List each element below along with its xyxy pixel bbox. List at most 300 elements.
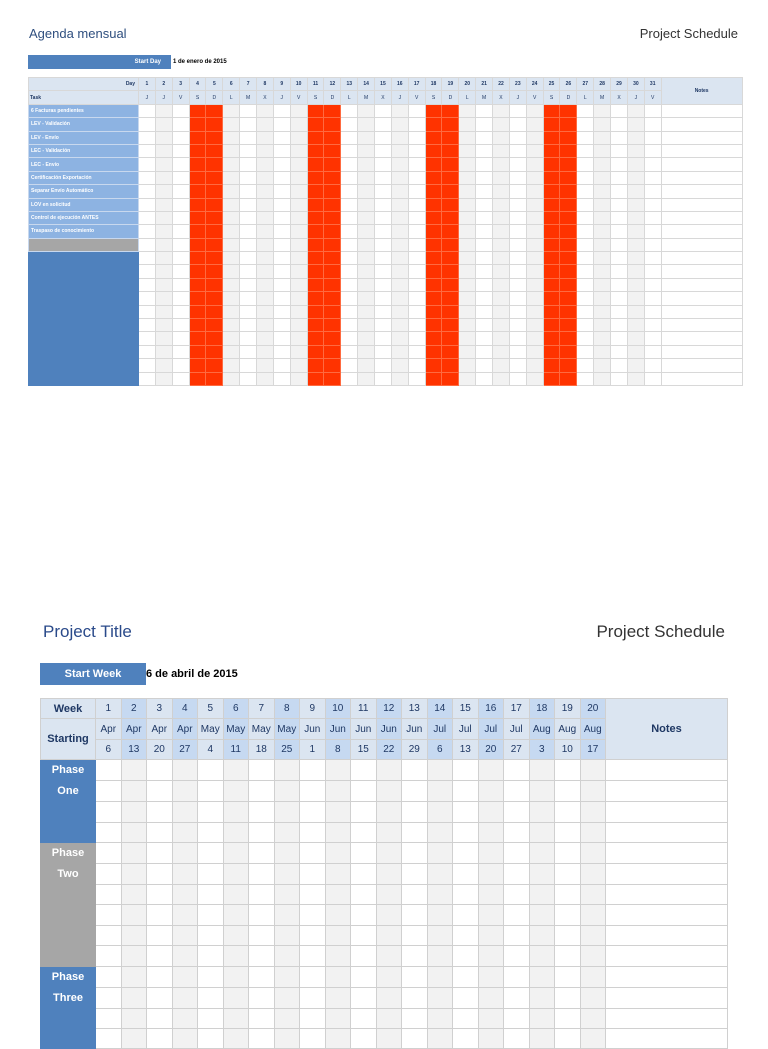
schedule-cell[interactable]	[351, 1028, 377, 1048]
day-cell[interactable]	[459, 252, 476, 265]
day-cell[interactable]	[509, 252, 526, 265]
day-cell[interactable]	[493, 238, 510, 251]
day-cell[interactable]	[139, 359, 156, 372]
day-cell[interactable]	[341, 225, 358, 238]
weekend-cell[interactable]	[560, 292, 577, 305]
day-cell[interactable]	[408, 265, 425, 278]
schedule-cell[interactable]	[529, 987, 555, 1008]
day-cell[interactable]	[240, 238, 257, 251]
weekend-cell[interactable]	[206, 305, 223, 318]
day-cell[interactable]	[341, 185, 358, 198]
task-name-empty[interactable]	[29, 319, 139, 332]
schedule-cell[interactable]	[96, 946, 122, 966]
day-cell[interactable]	[627, 252, 644, 265]
weekend-cell[interactable]	[560, 332, 577, 345]
notes-cell[interactable]	[661, 265, 742, 278]
day-cell[interactable]	[493, 265, 510, 278]
schedule-cell[interactable]	[96, 781, 122, 802]
day-cell[interactable]	[290, 144, 307, 157]
day-cell[interactable]	[240, 252, 257, 265]
weekend-cell[interactable]	[560, 359, 577, 372]
day-cell[interactable]	[611, 185, 628, 198]
day-cell[interactable]	[627, 158, 644, 171]
day-cell[interactable]	[240, 319, 257, 332]
notes-cell[interactable]	[606, 1008, 728, 1028]
weekend-cell[interactable]	[189, 211, 206, 224]
schedule-cell[interactable]	[351, 822, 377, 842]
weekend-cell[interactable]	[442, 332, 459, 345]
day-cell[interactable]	[408, 104, 425, 117]
day-cell[interactable]	[172, 131, 189, 144]
day-cell[interactable]	[139, 171, 156, 184]
day-cell[interactable]	[375, 104, 392, 117]
weekend-cell[interactable]	[324, 252, 341, 265]
weekend-cell[interactable]	[560, 158, 577, 171]
weekend-cell[interactable]	[324, 225, 341, 238]
day-cell[interactable]	[172, 225, 189, 238]
schedule-cell[interactable]	[453, 1008, 479, 1028]
day-cell[interactable]	[408, 144, 425, 157]
weekend-cell[interactable]	[442, 144, 459, 157]
day-cell[interactable]	[509, 118, 526, 131]
schedule-cell[interactable]	[478, 884, 504, 904]
weekend-cell[interactable]	[307, 238, 324, 251]
day-cell[interactable]	[341, 158, 358, 171]
day-cell[interactable]	[459, 238, 476, 251]
weekend-cell[interactable]	[442, 372, 459, 385]
day-cell[interactable]	[273, 319, 290, 332]
day-cell[interactable]	[375, 198, 392, 211]
day-cell[interactable]	[391, 265, 408, 278]
schedule-cell[interactable]	[351, 760, 377, 781]
weekend-cell[interactable]	[560, 104, 577, 117]
day-cell[interactable]	[341, 332, 358, 345]
day-cell[interactable]	[240, 144, 257, 157]
day-cell[interactable]	[391, 332, 408, 345]
schedule-cell[interactable]	[402, 781, 428, 802]
day-cell[interactable]	[223, 144, 240, 157]
day-cell[interactable]	[627, 144, 644, 157]
day-cell[interactable]	[627, 238, 644, 251]
day-cell[interactable]	[627, 305, 644, 318]
day-cell[interactable]	[240, 225, 257, 238]
day-cell[interactable]	[408, 171, 425, 184]
day-cell[interactable]	[172, 359, 189, 372]
day-cell[interactable]	[223, 211, 240, 224]
schedule-cell[interactable]	[351, 863, 377, 884]
weekend-cell[interactable]	[206, 278, 223, 291]
day-cell[interactable]	[375, 185, 392, 198]
day-cell[interactable]	[155, 131, 172, 144]
schedule-cell[interactable]	[351, 1008, 377, 1028]
schedule-cell[interactable]	[351, 946, 377, 966]
day-cell[interactable]	[341, 372, 358, 385]
day-cell[interactable]	[476, 171, 493, 184]
day-cell[interactable]	[290, 332, 307, 345]
day-cell[interactable]	[273, 104, 290, 117]
day-cell[interactable]	[341, 171, 358, 184]
task-name-empty[interactable]	[29, 238, 139, 251]
weekend-cell[interactable]	[307, 265, 324, 278]
schedule-cell[interactable]	[580, 905, 606, 925]
weekend-cell[interactable]	[543, 292, 560, 305]
schedule-cell[interactable]	[529, 966, 555, 987]
schedule-cell[interactable]	[478, 966, 504, 987]
day-cell[interactable]	[341, 198, 358, 211]
weekend-cell[interactable]	[324, 158, 341, 171]
schedule-cell[interactable]	[223, 822, 249, 842]
weekend-cell[interactable]	[425, 104, 442, 117]
day-cell[interactable]	[155, 171, 172, 184]
day-cell[interactable]	[459, 118, 476, 131]
weekend-cell[interactable]	[189, 225, 206, 238]
day-cell[interactable]	[644, 372, 661, 385]
day-cell[interactable]	[341, 118, 358, 131]
schedule-cell[interactable]	[453, 863, 479, 884]
weekend-cell[interactable]	[189, 372, 206, 385]
schedule-cell[interactable]	[147, 1008, 173, 1028]
weekend-cell[interactable]	[425, 198, 442, 211]
schedule-cell[interactable]	[121, 802, 147, 822]
weekend-cell[interactable]	[425, 144, 442, 157]
weekend-cell[interactable]	[206, 171, 223, 184]
day-cell[interactable]	[493, 372, 510, 385]
schedule-cell[interactable]	[325, 802, 351, 822]
day-cell[interactable]	[375, 118, 392, 131]
schedule-cell[interactable]	[223, 987, 249, 1008]
schedule-cell[interactable]	[427, 802, 453, 822]
weekend-cell[interactable]	[189, 158, 206, 171]
schedule-cell[interactable]	[96, 1008, 122, 1028]
day-cell[interactable]	[290, 118, 307, 131]
weekend-cell[interactable]	[425, 265, 442, 278]
weekend-cell[interactable]	[307, 118, 324, 131]
schedule-cell[interactable]	[300, 987, 326, 1008]
schedule-cell[interactable]	[478, 842, 504, 863]
day-cell[interactable]	[139, 185, 156, 198]
weekend-cell[interactable]	[189, 278, 206, 291]
schedule-cell[interactable]	[351, 905, 377, 925]
weekend-cell[interactable]	[307, 372, 324, 385]
day-cell[interactable]	[358, 252, 375, 265]
weekend-cell[interactable]	[560, 185, 577, 198]
day-cell[interactable]	[611, 265, 628, 278]
schedule-cell[interactable]	[172, 884, 198, 904]
schedule-cell[interactable]	[453, 925, 479, 945]
day-cell[interactable]	[139, 238, 156, 251]
day-cell[interactable]	[459, 292, 476, 305]
weekend-cell[interactable]	[189, 118, 206, 131]
day-cell[interactable]	[577, 345, 594, 358]
weekend-cell[interactable]	[425, 319, 442, 332]
weekend-cell[interactable]	[206, 292, 223, 305]
schedule-cell[interactable]	[300, 884, 326, 904]
day-cell[interactable]	[391, 305, 408, 318]
weekend-cell[interactable]	[560, 171, 577, 184]
day-cell[interactable]	[493, 144, 510, 157]
weekend-cell[interactable]	[189, 104, 206, 117]
day-cell[interactable]	[577, 359, 594, 372]
schedule-cell[interactable]	[147, 863, 173, 884]
day-cell[interactable]	[240, 104, 257, 117]
day-cell[interactable]	[290, 131, 307, 144]
day-cell[interactable]	[594, 278, 611, 291]
weekend-cell[interactable]	[425, 225, 442, 238]
day-cell[interactable]	[155, 104, 172, 117]
day-cell[interactable]	[240, 131, 257, 144]
day-cell[interactable]	[391, 372, 408, 385]
day-cell[interactable]	[341, 252, 358, 265]
weekend-cell[interactable]	[425, 171, 442, 184]
weekend-cell[interactable]	[560, 198, 577, 211]
schedule-cell[interactable]	[223, 946, 249, 966]
day-cell[interactable]	[273, 265, 290, 278]
day-cell[interactable]	[273, 171, 290, 184]
weekend-cell[interactable]	[543, 131, 560, 144]
weekend-cell[interactable]	[189, 238, 206, 251]
schedule-cell[interactable]	[402, 905, 428, 925]
schedule-cell[interactable]	[300, 842, 326, 863]
weekend-cell[interactable]	[206, 104, 223, 117]
day-cell[interactable]	[509, 131, 526, 144]
weekend-cell[interactable]	[206, 211, 223, 224]
day-cell[interactable]	[375, 278, 392, 291]
day-cell[interactable]	[526, 359, 543, 372]
day-cell[interactable]	[493, 225, 510, 238]
day-cell[interactable]	[476, 185, 493, 198]
day-cell[interactable]	[526, 372, 543, 385]
schedule-cell[interactable]	[427, 925, 453, 945]
day-cell[interactable]	[155, 211, 172, 224]
day-cell[interactable]	[257, 265, 274, 278]
schedule-cell[interactable]	[249, 966, 275, 987]
weekend-cell[interactable]	[560, 225, 577, 238]
notes-cell[interactable]	[661, 131, 742, 144]
weekend-cell[interactable]	[560, 238, 577, 251]
day-cell[interactable]	[526, 278, 543, 291]
day-cell[interactable]	[577, 211, 594, 224]
day-cell[interactable]	[240, 171, 257, 184]
day-cell[interactable]	[408, 185, 425, 198]
schedule-cell[interactable]	[274, 966, 300, 987]
schedule-cell[interactable]	[529, 842, 555, 863]
day-cell[interactable]	[139, 372, 156, 385]
day-cell[interactable]	[290, 238, 307, 251]
day-cell[interactable]	[644, 252, 661, 265]
day-cell[interactable]	[341, 131, 358, 144]
day-cell[interactable]	[493, 359, 510, 372]
notes-cell[interactable]	[661, 185, 742, 198]
day-cell[interactable]	[594, 118, 611, 131]
weekend-cell[interactable]	[425, 372, 442, 385]
day-cell[interactable]	[611, 131, 628, 144]
day-cell[interactable]	[611, 345, 628, 358]
schedule-cell[interactable]	[376, 781, 402, 802]
day-cell[interactable]	[509, 305, 526, 318]
day-cell[interactable]	[408, 131, 425, 144]
day-cell[interactable]	[526, 332, 543, 345]
day-cell[interactable]	[476, 359, 493, 372]
schedule-cell[interactable]	[223, 842, 249, 863]
task-name[interactable]: LEC - Validación	[29, 144, 139, 157]
schedule-cell[interactable]	[478, 1028, 504, 1048]
schedule-cell[interactable]	[121, 987, 147, 1008]
weekend-cell[interactable]	[206, 345, 223, 358]
day-cell[interactable]	[273, 292, 290, 305]
schedule-cell[interactable]	[453, 946, 479, 966]
day-cell[interactable]	[594, 319, 611, 332]
day-cell[interactable]	[155, 238, 172, 251]
day-cell[interactable]	[476, 345, 493, 358]
schedule-cell[interactable]	[121, 760, 147, 781]
schedule-cell[interactable]	[504, 842, 530, 863]
schedule-cell[interactable]	[504, 925, 530, 945]
day-cell[interactable]	[391, 211, 408, 224]
day-cell[interactable]	[526, 319, 543, 332]
schedule-cell[interactable]	[96, 760, 122, 781]
day-cell[interactable]	[139, 345, 156, 358]
schedule-cell[interactable]	[223, 884, 249, 904]
day-cell[interactable]	[223, 332, 240, 345]
day-cell[interactable]	[459, 158, 476, 171]
day-cell[interactable]	[611, 158, 628, 171]
weekend-cell[interactable]	[324, 104, 341, 117]
day-cell[interactable]	[391, 144, 408, 157]
day-cell[interactable]	[172, 305, 189, 318]
schedule-cell[interactable]	[223, 802, 249, 822]
day-cell[interactable]	[627, 372, 644, 385]
schedule-cell[interactable]	[478, 802, 504, 822]
schedule-cell[interactable]	[376, 822, 402, 842]
weekend-cell[interactable]	[189, 265, 206, 278]
schedule-cell[interactable]	[300, 781, 326, 802]
weekend-cell[interactable]	[442, 305, 459, 318]
day-cell[interactable]	[627, 278, 644, 291]
schedule-cell[interactable]	[427, 863, 453, 884]
day-cell[interactable]	[644, 238, 661, 251]
day-cell[interactable]	[341, 305, 358, 318]
day-cell[interactable]	[526, 198, 543, 211]
day-cell[interactable]	[172, 144, 189, 157]
day-cell[interactable]	[509, 171, 526, 184]
weekend-cell[interactable]	[206, 225, 223, 238]
schedule-cell[interactable]	[478, 781, 504, 802]
schedule-cell[interactable]	[402, 884, 428, 904]
day-cell[interactable]	[240, 278, 257, 291]
day-cell[interactable]	[358, 238, 375, 251]
schedule-cell[interactable]	[172, 1008, 198, 1028]
day-cell[interactable]	[476, 265, 493, 278]
day-cell[interactable]	[644, 198, 661, 211]
day-cell[interactable]	[391, 118, 408, 131]
schedule-cell[interactable]	[300, 925, 326, 945]
day-cell[interactable]	[644, 131, 661, 144]
weekend-cell[interactable]	[442, 131, 459, 144]
day-cell[interactable]	[611, 144, 628, 157]
day-cell[interactable]	[509, 144, 526, 157]
day-cell[interactable]	[257, 171, 274, 184]
day-cell[interactable]	[611, 305, 628, 318]
schedule-cell[interactable]	[580, 925, 606, 945]
day-cell[interactable]	[223, 104, 240, 117]
day-cell[interactable]	[273, 238, 290, 251]
day-cell[interactable]	[155, 225, 172, 238]
notes-cell[interactable]	[606, 781, 728, 802]
day-cell[interactable]	[155, 185, 172, 198]
schedule-cell[interactable]	[223, 925, 249, 945]
schedule-cell[interactable]	[274, 781, 300, 802]
schedule-cell[interactable]	[351, 987, 377, 1008]
day-cell[interactable]	[240, 211, 257, 224]
day-cell[interactable]	[408, 278, 425, 291]
schedule-cell[interactable]	[274, 987, 300, 1008]
day-cell[interactable]	[290, 171, 307, 184]
day-cell[interactable]	[375, 305, 392, 318]
day-cell[interactable]	[611, 292, 628, 305]
day-cell[interactable]	[493, 305, 510, 318]
schedule-cell[interactable]	[147, 822, 173, 842]
day-cell[interactable]	[627, 118, 644, 131]
schedule-cell[interactable]	[325, 966, 351, 987]
schedule-cell[interactable]	[121, 781, 147, 802]
day-cell[interactable]	[391, 238, 408, 251]
day-cell[interactable]	[509, 238, 526, 251]
weekend-cell[interactable]	[324, 345, 341, 358]
schedule-cell[interactable]	[198, 760, 224, 781]
day-cell[interactable]	[155, 118, 172, 131]
day-cell[interactable]	[172, 292, 189, 305]
schedule-cell[interactable]	[223, 1008, 249, 1028]
day-cell[interactable]	[391, 278, 408, 291]
day-cell[interactable]	[172, 198, 189, 211]
day-cell[interactable]	[375, 238, 392, 251]
day-cell[interactable]	[408, 305, 425, 318]
weekend-cell[interactable]	[307, 104, 324, 117]
schedule-cell[interactable]	[402, 1008, 428, 1028]
weekend-cell[interactable]	[543, 319, 560, 332]
schedule-cell[interactable]	[529, 925, 555, 945]
schedule-cell[interactable]	[580, 822, 606, 842]
day-cell[interactable]	[358, 158, 375, 171]
schedule-cell[interactable]	[147, 802, 173, 822]
schedule-cell[interactable]	[300, 946, 326, 966]
schedule-cell[interactable]	[478, 905, 504, 925]
day-cell[interactable]	[509, 359, 526, 372]
weekend-cell[interactable]	[324, 118, 341, 131]
schedule-cell[interactable]	[198, 966, 224, 987]
schedule-cell[interactable]	[555, 842, 581, 863]
day-cell[interactable]	[172, 238, 189, 251]
day-cell[interactable]	[257, 305, 274, 318]
weekend-cell[interactable]	[189, 185, 206, 198]
weekend-cell[interactable]	[189, 345, 206, 358]
day-cell[interactable]	[139, 252, 156, 265]
schedule-cell[interactable]	[580, 987, 606, 1008]
day-cell[interactable]	[594, 131, 611, 144]
task-name-empty[interactable]	[29, 332, 139, 345]
schedule-cell[interactable]	[249, 987, 275, 1008]
day-cell[interactable]	[358, 305, 375, 318]
schedule-cell[interactable]	[504, 884, 530, 904]
schedule-cell[interactable]	[325, 863, 351, 884]
weekend-cell[interactable]	[543, 278, 560, 291]
day-cell[interactable]	[509, 198, 526, 211]
day-cell[interactable]	[577, 171, 594, 184]
day-cell[interactable]	[476, 211, 493, 224]
schedule-cell[interactable]	[504, 822, 530, 842]
day-cell[interactable]	[577, 252, 594, 265]
schedule-cell[interactable]	[529, 946, 555, 966]
